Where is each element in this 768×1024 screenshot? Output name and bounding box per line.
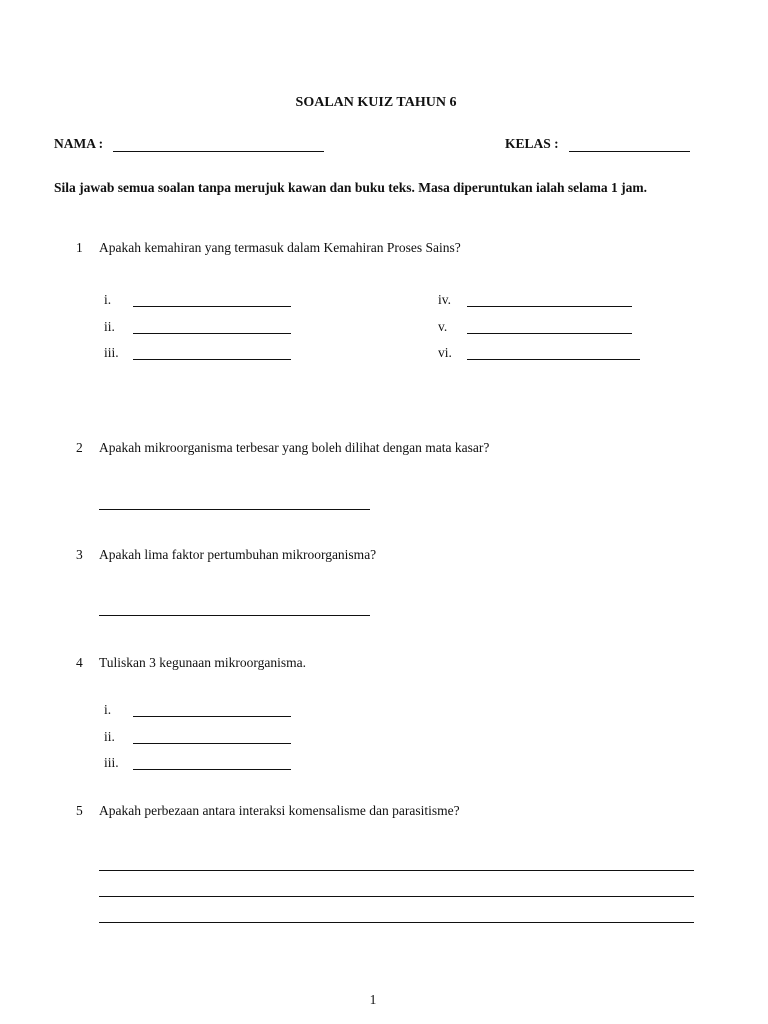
q1-answer-line-i[interactable] — [133, 306, 291, 307]
quiz-title: SOALAN KUIZ TAHUN 6 — [295, 95, 457, 110]
q4-item-iii: iii. — [104, 755, 119, 770]
question-2-text: Apakah mikroorganisma terbesar yang boleh dilihat dengan mata kasar? — [99, 440, 490, 455]
q4-item-i: i. — [104, 702, 112, 717]
q1-item-iv: iv. — [438, 292, 451, 307]
kelas-label: KELAS : — [505, 136, 559, 151]
q1-item-v: v. — [438, 319, 448, 334]
question-5-number: 5 — [76, 803, 83, 818]
q5-answer-line-1[interactable] — [99, 870, 694, 871]
question-3-text: Apakah lima faktor pertumbuhan mikroorganisma? — [99, 547, 377, 562]
q1-answer-line-iv[interactable] — [467, 306, 632, 307]
q4-answer-line-iii[interactable] — [133, 769, 291, 770]
q3-answer-line[interactable] — [99, 615, 370, 616]
question-2-number: 2 — [76, 440, 83, 455]
q5-answer-line-3[interactable] — [99, 922, 694, 923]
q5-answer-line-2[interactable] — [99, 896, 694, 897]
question-3-number: 3 — [76, 547, 83, 562]
nama-label: NAMA : — [54, 136, 104, 151]
q1-item-i: i. — [104, 292, 112, 307]
question-1-text: Apakah kemahiran yang termasuk dalam Kemahiran Proses Sains? — [99, 240, 461, 255]
q1-item-ii: ii. — [104, 319, 115, 334]
q2-answer-line[interactable] — [99, 509, 370, 510]
question-5-text: Apakah perbezaan antara interaksi komensalisme dan parasitisme? — [99, 803, 460, 818]
q4-answer-line-i[interactable] — [133, 716, 291, 717]
q1-answer-line-iii[interactable] — [133, 359, 291, 360]
question-4-text: Tuliskan 3 kegunaan mikroorganisma. — [99, 655, 306, 670]
q1-item-vi: vi. — [438, 345, 452, 360]
page-number: 1 — [369, 992, 377, 1007]
question-1-number: 1 — [76, 240, 83, 255]
q4-answer-line-ii[interactable] — [133, 743, 291, 744]
q1-item-iii: iii. — [104, 345, 119, 360]
nama-answer-line[interactable] — [113, 151, 324, 152]
q1-answer-line-v[interactable] — [467, 333, 632, 334]
q1-answer-line-vi[interactable] — [467, 359, 640, 360]
kelas-answer-line[interactable] — [569, 151, 690, 152]
q1-answer-line-ii[interactable] — [133, 333, 291, 334]
instructions: Sila jawab semua soalan tanpa merujuk kawan dan buku teks. Masa diperuntukan ialah selama 1 jam. — [54, 180, 647, 195]
question-4-number: 4 — [76, 655, 83, 670]
q4-item-ii: ii. — [104, 729, 115, 744]
